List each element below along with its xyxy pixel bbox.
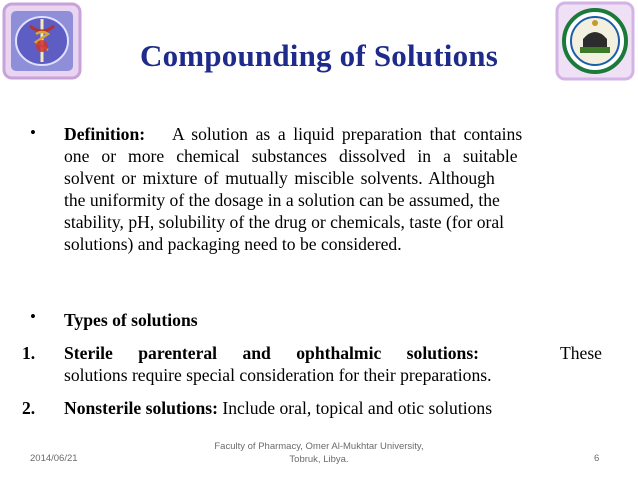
types-heading xyxy=(64,309,198,331)
list-number: 1. xyxy=(22,343,36,363)
bullet-icon: • xyxy=(30,307,36,326)
list-item-continuation: solutions require special consideration for their preparations. xyxy=(64,365,492,385)
list-number: 2. xyxy=(22,398,36,418)
definition-paragraph xyxy=(64,123,604,255)
definition-line: stability, pH, solubility of the drug or chemicals, taste (for oral xyxy=(64,212,505,232)
slide-title: Compounding of Solutions xyxy=(140,38,498,73)
types-label: Types of solutions xyxy=(64,310,198,330)
list-item xyxy=(64,342,602,386)
definition-line: one or more chemical substances dissolved in a suitable xyxy=(64,146,518,166)
definition-text: A solution as a liquid preparation that contains xyxy=(171,124,523,144)
list-item xyxy=(64,397,492,419)
page-number: 6 xyxy=(594,453,600,464)
footer-date: 2014/06/21 xyxy=(30,453,78,464)
footer-institution xyxy=(180,440,458,466)
list-item-label: Sterile parenteral and ophthalmic solutions: xyxy=(64,343,480,363)
definition-line: solutions) and packaging need to be considered. xyxy=(64,234,402,254)
definition-line: the uniformity of the dosage in a solution can be assumed, the xyxy=(64,190,500,210)
definition-line: solvent or mixture of mutually miscible solvents. Although xyxy=(64,168,495,188)
definition-label: Definition: xyxy=(64,124,146,144)
list-item-label: Nonsterile solutions: xyxy=(64,398,218,418)
footer-institution-line: Faculty of Pharmacy, Omer Al-Mukhtar University, xyxy=(214,441,424,452)
list-item-text: These xyxy=(559,343,602,363)
footer-institution-line: Tobruk, Libya. xyxy=(289,454,349,465)
definition-line xyxy=(64,123,604,145)
bullet-icon: • xyxy=(30,123,36,142)
list-item-text: Include oral, topical and otic solutions xyxy=(222,398,493,418)
